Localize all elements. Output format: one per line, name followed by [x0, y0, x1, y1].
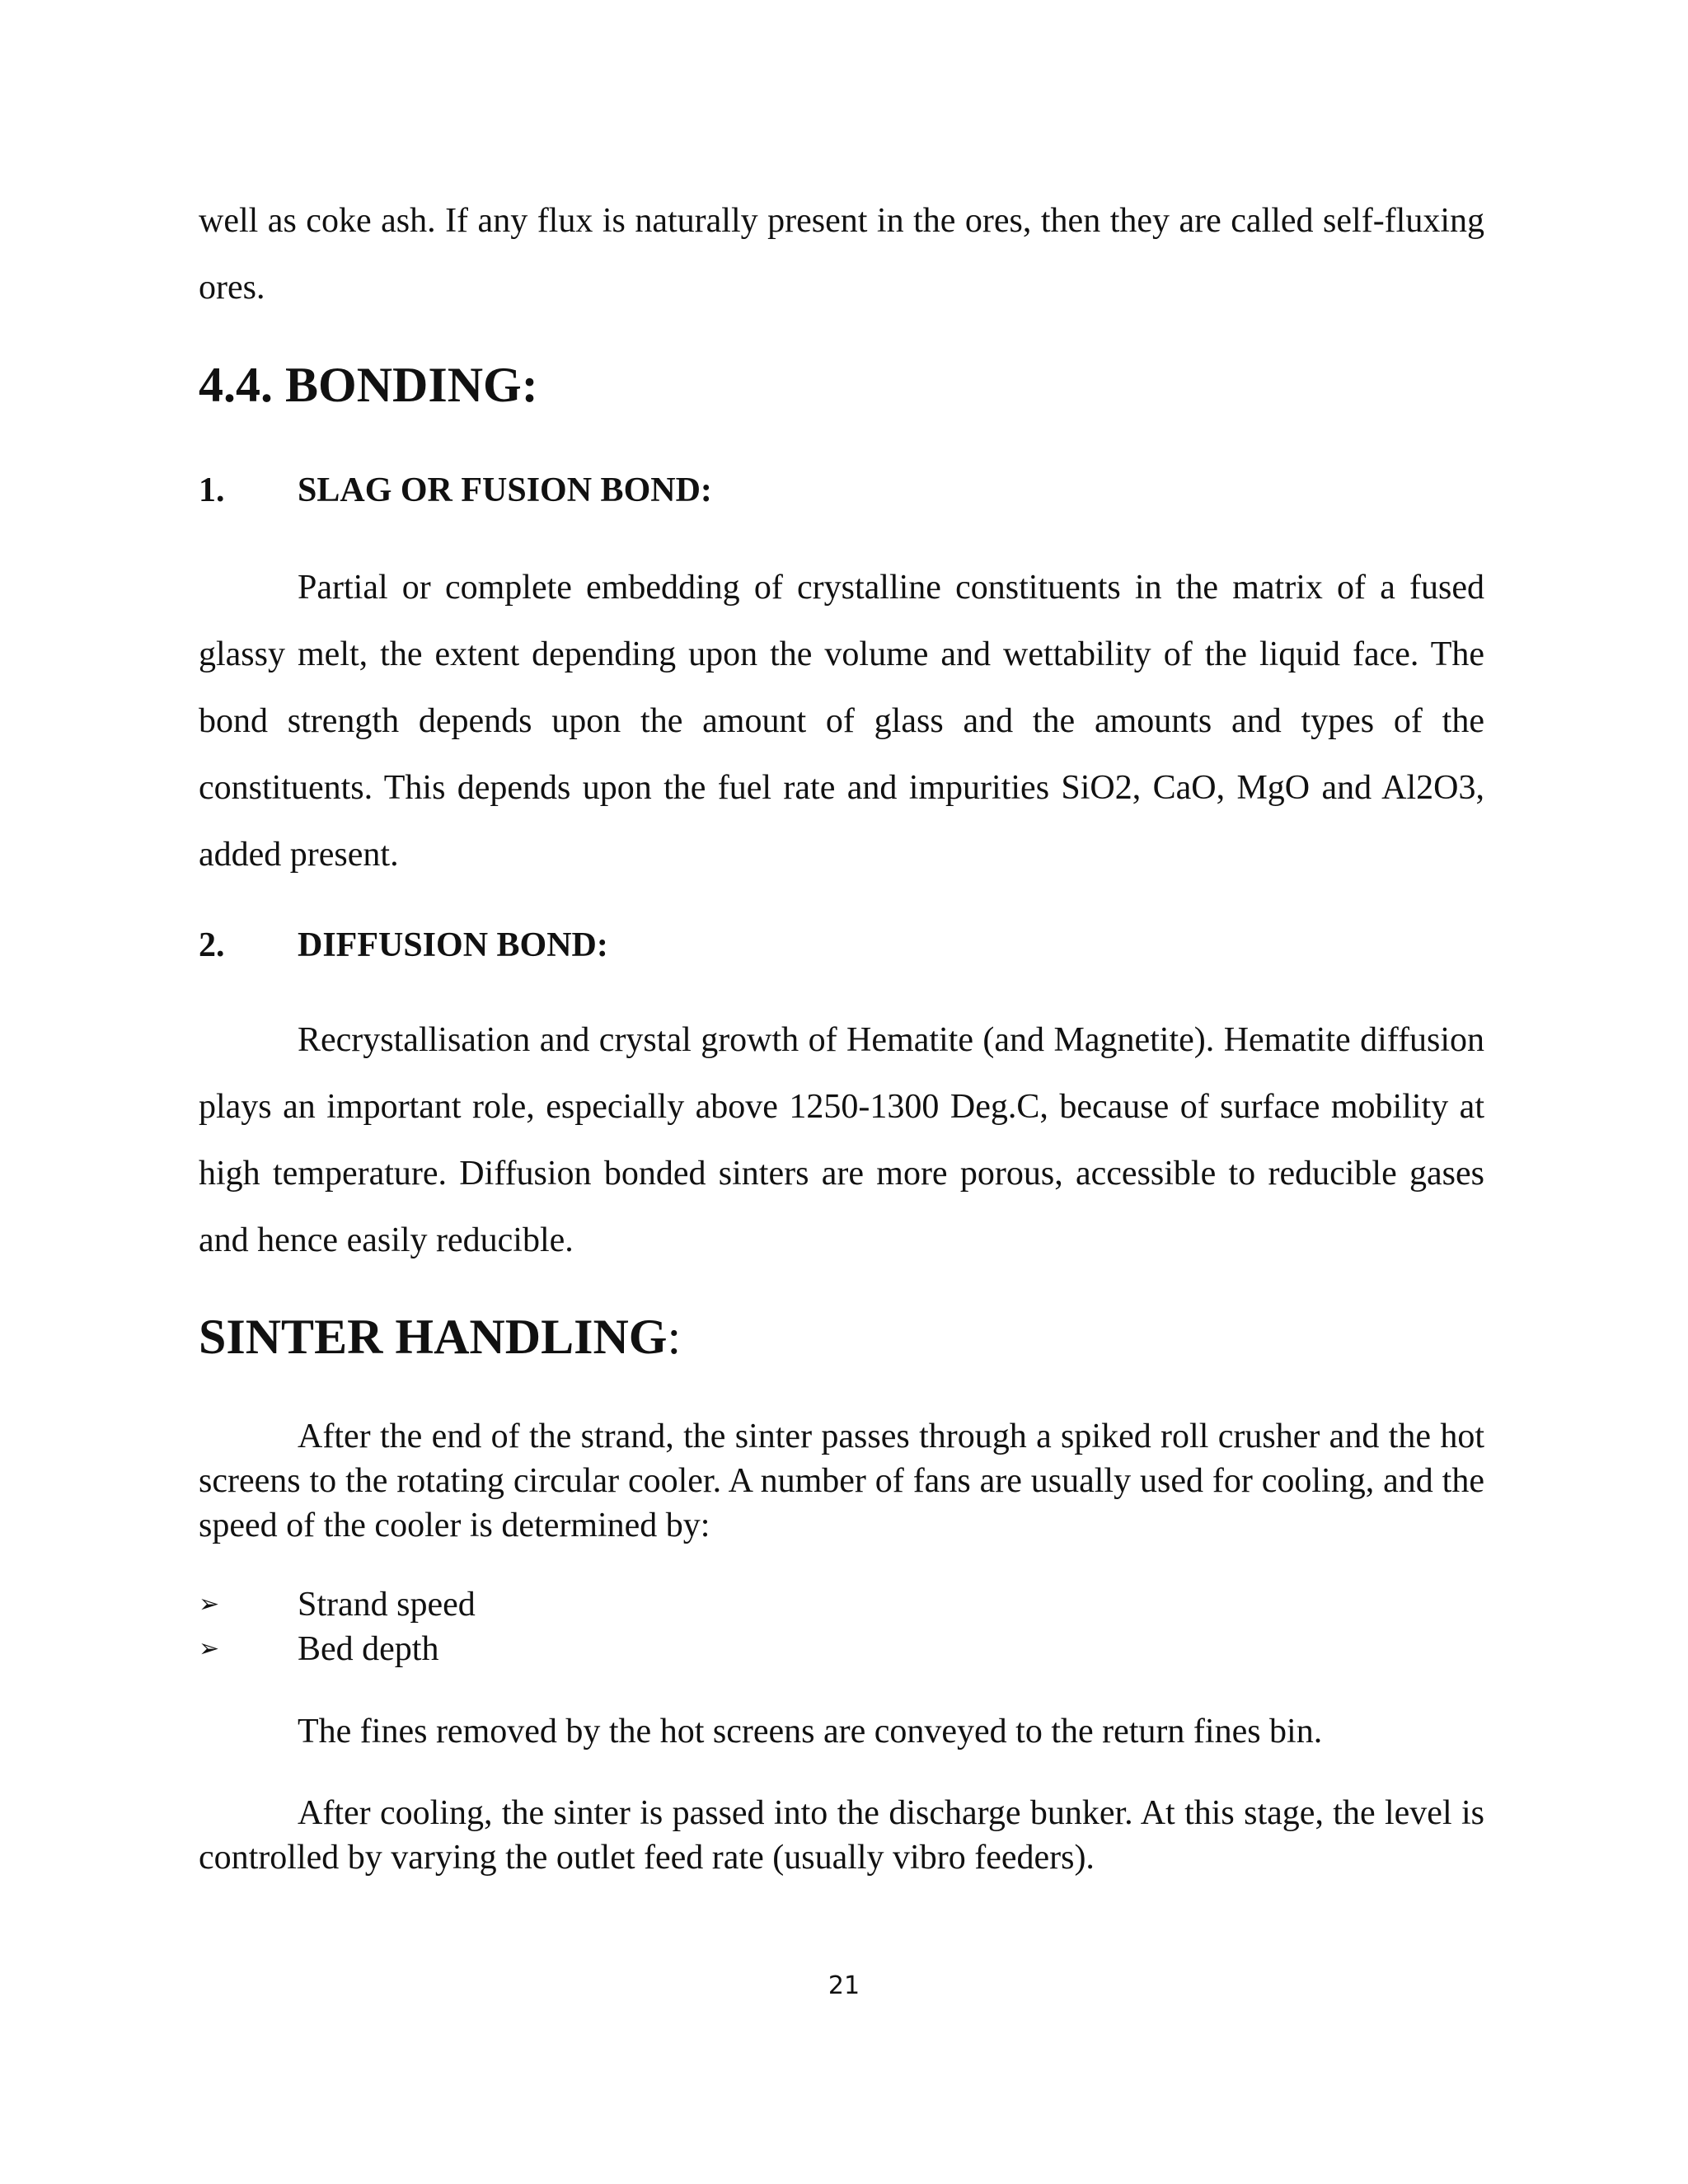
list-item — [199, 1582, 476, 1627]
arrow-bullet-icon: ➢ — [199, 1635, 220, 1662]
sinter-handling-heading — [199, 1308, 1484, 1366]
slag-bond-paragraph: Partial or complete embedding of crystalline constituents in the matrix of a fused glassy melt, the extent depending upon the volume and wettability of the liquid face. The bond strength depends upon the amount of glass and the amounts and types of the constituents. This depends upon the fuel rate and impurities SiO2, CaO, MgO and Al2O3, added present. — [199, 569, 1484, 874]
page-number: 21 — [828, 1971, 860, 2000]
list-item-text: Strand speed — [298, 1586, 476, 1624]
slag-bond-title: SLAG OR FUSION BOND: — [298, 471, 712, 509]
slag-bond-number: 1. — [199, 471, 225, 509]
sinter-handling-colon: : — [667, 1310, 682, 1364]
intro-continuation-paragraph: well as coke ash. If any flux is naturally present in the ores, then they are called self-fluxing ores. — [199, 202, 1484, 307]
cooling-paragraph: After cooling, the sinter is passed into the discharge bunker. At this stage, the level is controlled by varying the outlet feed rate (usually vibro feeders). — [199, 1794, 1484, 1877]
sinter-handling-paragraph: After the end of the strand, the sinter passes through a spiked roll crusher and the hot screens to the rotating circular cooler. A number of fans are usually used for cooling, and the speed of the cooler is determined by: — [199, 1418, 1484, 1544]
slag-bond-heading — [199, 470, 1484, 511]
list-item — [199, 1627, 438, 1671]
arrow-bullet-icon: ➢ — [199, 1591, 220, 1618]
diffusion-bond-title: DIFFUSION BOND: — [298, 926, 608, 964]
diffusion-bond-paragraph: Recrystallisation and crystal growth of Hematite (and Magnetite). Hematite diffusion plays an important role, especially above 1250-1300 Deg.C, because of surface mobility at high temperature. Diffusion bonded sinters are more porous, accessible to reducible gases and hence easily reducible. — [199, 1021, 1484, 1259]
diffusion-bond-heading — [199, 925, 1484, 966]
sinter-handling-title: SINTER HANDLING — [199, 1310, 668, 1364]
list-item-text: Bed depth — [298, 1630, 439, 1668]
fines-paragraph: The fines removed by the hot screens are conveyed to the return fines bin. — [298, 1713, 1323, 1750]
bonding-heading: 4.4. BONDING: — [199, 358, 538, 412]
diffusion-bond-number: 2. — [199, 926, 225, 964]
